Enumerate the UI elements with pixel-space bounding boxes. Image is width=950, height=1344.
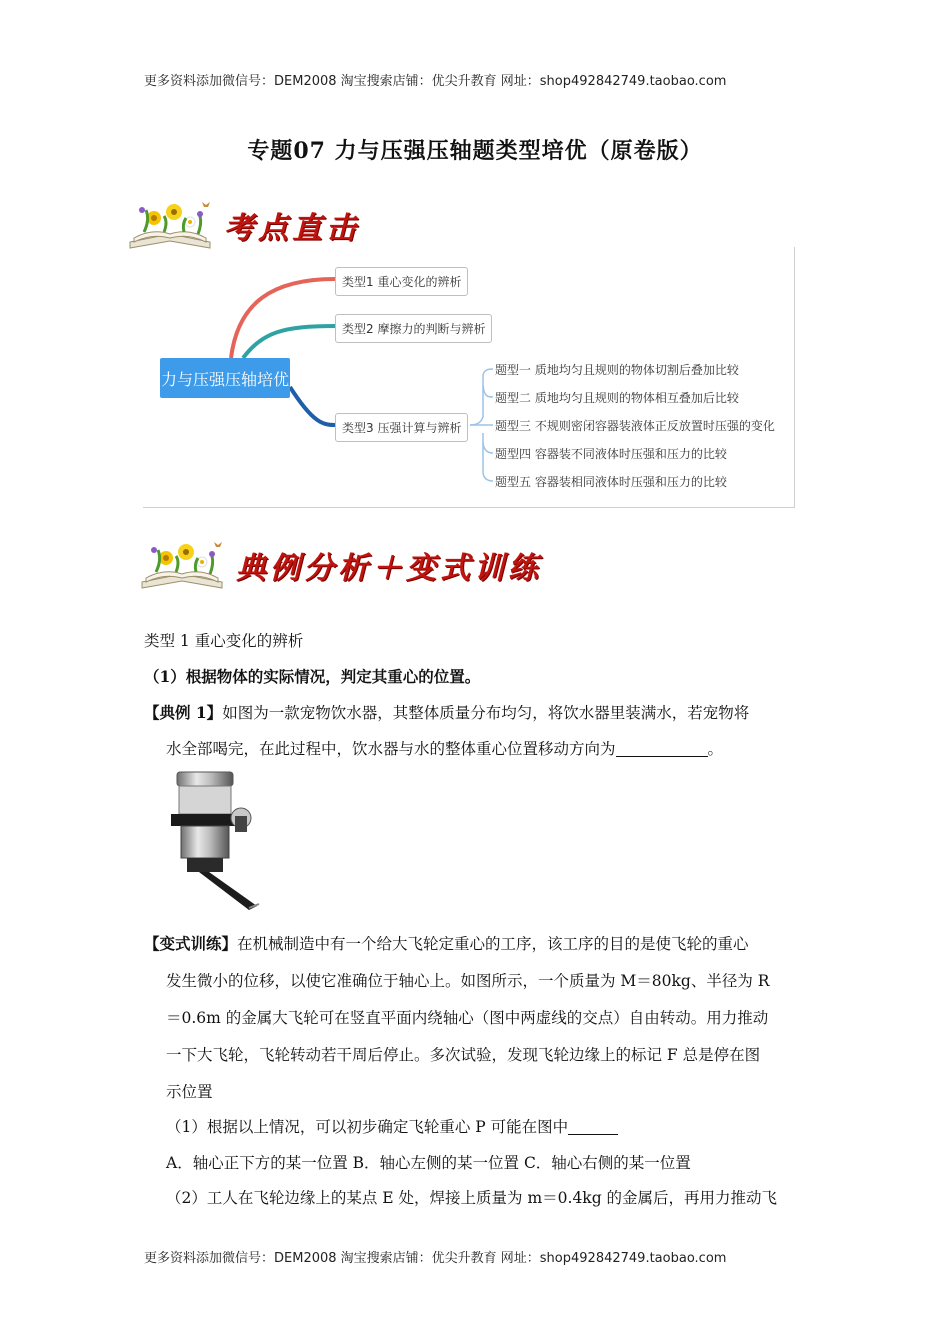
answer-blank	[568, 1118, 618, 1135]
mind-map-leaf-4: 题型四 容器装不同液体时压强和压力的比较	[495, 447, 727, 461]
example-1-line-2	[166, 739, 723, 759]
variant-line-3: ＝0.6m 的金属大飞轮可在竖直平面内绕轴心（图中两虚线的交点）自由转动。用力推动	[166, 1009, 769, 1027]
question-2: （2）工人在飞轮边缘上的某点 E 处，焊接上质量为 m＝0.4kg 的金属后，再用力推动飞	[166, 1189, 778, 1207]
mind-map-branch-1: 类型1 重心变化的辨析	[335, 267, 468, 296]
section-banner-1	[124, 198, 360, 252]
answer-blank	[616, 740, 708, 757]
mind-map-root: 力与压强压轴培优	[160, 358, 290, 398]
question-1-options: A．轴心正下方的某一位置 B．轴心左侧的某一位置 C．轴心右侧的某一位置	[166, 1154, 691, 1172]
mind-map-leaf-2: 题型二 质地均匀且规则的物体相互叠加后比较	[495, 391, 739, 405]
variant-line-5: 示位置	[166, 1083, 213, 1101]
question-1-text: （1）根据以上情况，可以初步确定飞轮重心 P 可能在图中	[166, 1118, 569, 1136]
open-book-flowers-icon	[124, 198, 216, 252]
example-1-text: 如图为一款宠物饮水器，其整体质量分布均匀，将饮水器里装满水，若宠物将	[222, 704, 750, 722]
page-header: 更多资料添加微信号：DEM2008 淘宝搜索店铺：优尖升教育 网址：shop492842749.taobao.com	[144, 74, 727, 89]
variant-line-1	[144, 934, 749, 954]
mind-map-branch-2: 类型2 摩擦力的判断与辨析	[335, 314, 492, 343]
mind-map-leaf-3: 题型三 不规则密闭容器装液体正反放置时压强的变化	[495, 419, 775, 433]
banner-title: 典例分析＋变式训练	[236, 551, 542, 586]
type1-heading: 类型 1 重心变化的辨析	[144, 632, 304, 650]
question-1	[166, 1117, 618, 1137]
example-1-line-1	[144, 703, 749, 723]
mind-map-leaf-5: 题型五 容器装相同液体时压强和压力的比较	[495, 475, 727, 489]
open-book-flowers-icon	[136, 538, 228, 592]
point-1: （1）根据物体的实际情况，判定其重心的位置。	[144, 667, 481, 686]
variant-line-4: 一下大飞轮，飞轮转动若干周后停止。多次试验，发现飞轮边缘上的标记 F 总是停在图	[166, 1046, 761, 1064]
mind-map-branch-3: 类型3 压强计算与辨析	[335, 413, 468, 442]
variant-text-1: 在机械制造中有一个给大飞轮定重心的工序，该工序的目的是使飞轮的重心	[237, 935, 749, 953]
mind-map-leaf-1: 题型一 质地均匀且规则的物体切割后叠加比较	[495, 363, 739, 377]
example-tag: 【典例 1】	[144, 703, 223, 722]
banner-title: 考点直击	[224, 211, 360, 246]
example-1-end: 。	[707, 740, 724, 758]
variant-line-2: 发生微小的位移，以使它准确位于轴心上。如图所示，一个质量为 M＝80kg、半径为 R	[166, 972, 770, 990]
mind-map	[143, 247, 795, 508]
section-banner-2	[136, 538, 542, 592]
document-title: 专题07 力与压强压轴题类型培优（原卷版）	[247, 138, 703, 164]
page-footer: 更多资料添加微信号：DEM2008 淘宝搜索店铺：优尖升教育 网址：shop492842749.taobao.com	[144, 1251, 727, 1266]
pet-water-bottle-image	[165, 770, 265, 912]
example-1-text-2: 水全部喝完，在此过程中，饮水器与水的整体重心位置移动方向为	[166, 740, 616, 758]
variant-tag: 【变式训练】	[144, 934, 238, 953]
